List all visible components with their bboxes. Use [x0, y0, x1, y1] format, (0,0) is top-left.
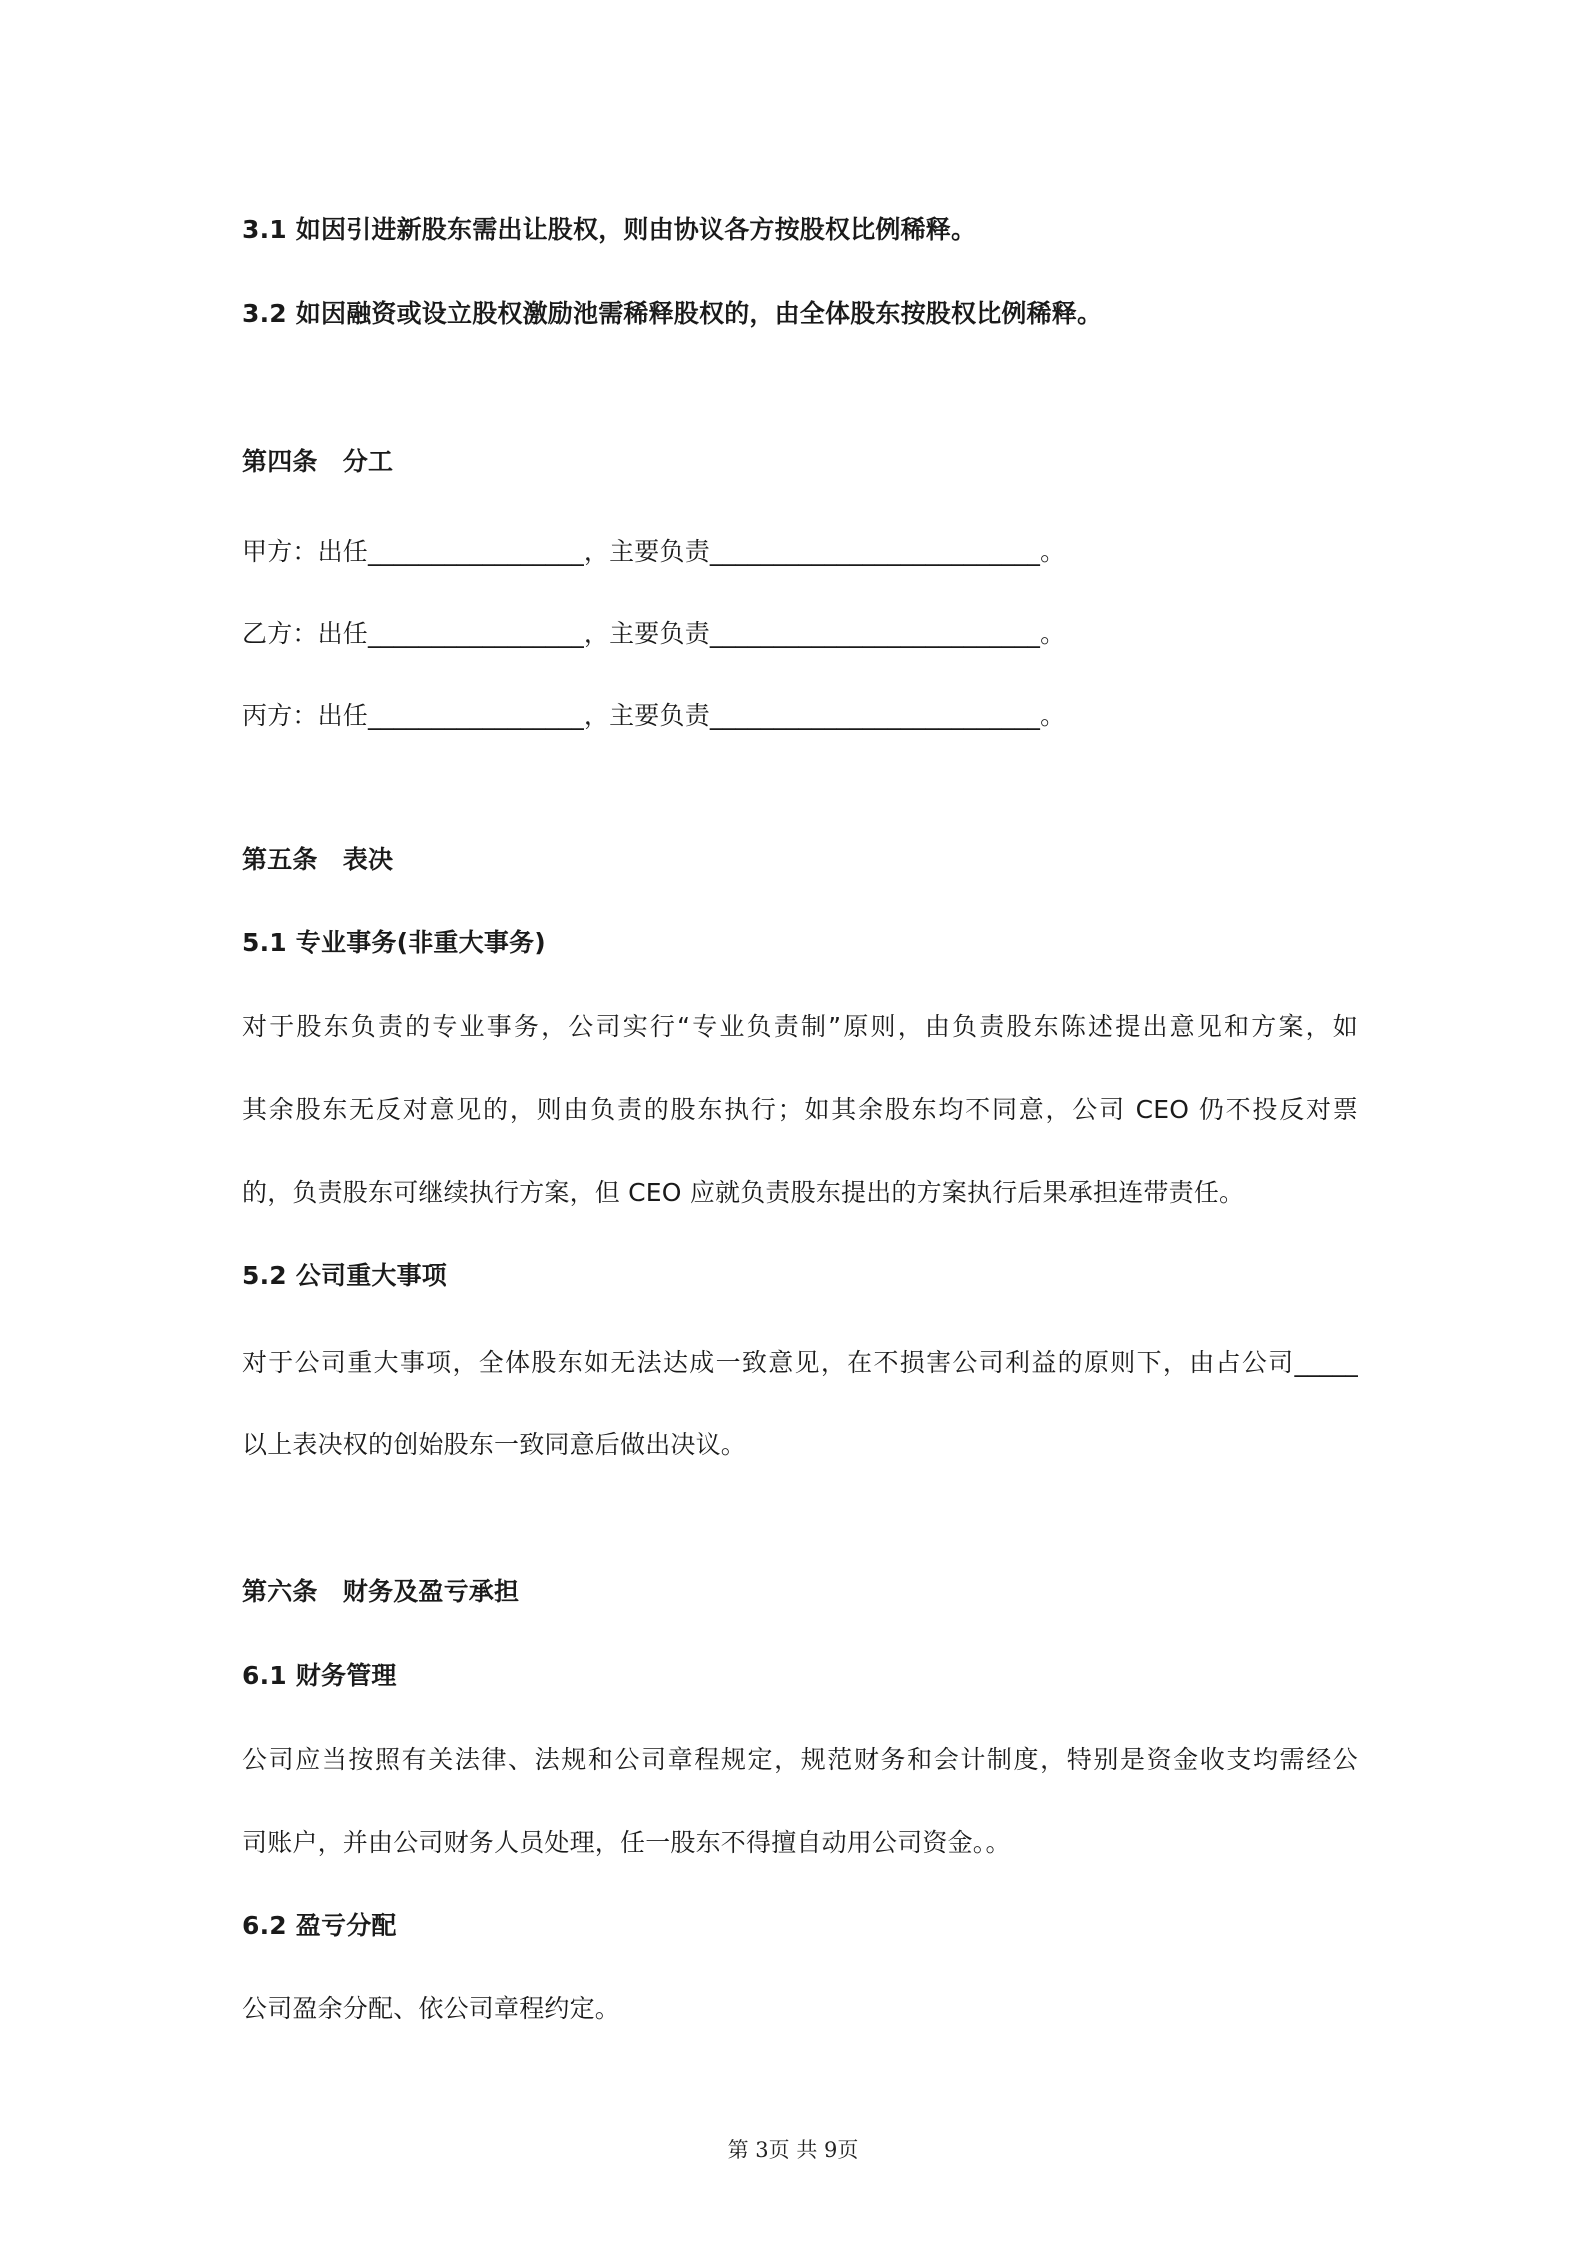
- page-number-footer: 第 3页 共 9页: [727, 2138, 859, 2162]
- party-b-duty: 乙方：出任_________________，主要负责__________________________。: [242, 619, 1066, 648]
- clause-3-1: 3.1 如因引进新股东需出让股权，则由协议各方按股权比例稀释。: [242, 215, 977, 244]
- clause-5-2-line-1: 对于公司重大事项，全体股东如无法达成一致意见，在不损害公司利益的原则下，由占公司_____: [242, 1348, 1358, 1377]
- clause-5-2-line-2: 以上表决权的创始股东一致同意后做出决议。: [242, 1430, 747, 1459]
- clause-6-1-title: 6.1 财务管理: [242, 1661, 397, 1690]
- clause-4-heading: 第四条 分工: [242, 447, 394, 476]
- clause-6-2-title: 6.2 盈亏分配: [242, 1911, 397, 1940]
- clause-3-2: 3.2 如因融资或设立股权激励池需稀释股权的，由全体股东按股权比例稀释。: [242, 299, 1103, 328]
- clause-6-1-line-1: 公司应当按照有关法律、法规和公司章程规定，规范财务和会计制度，特别是资金收支均需经公: [242, 1745, 1358, 1774]
- clause-5-1-line-3: 的，负责股东可继续执行方案，但 CEO 应就负责股东提出的方案执行后果承担连带责任。: [242, 1178, 1245, 1207]
- party-a-duty: 甲方：出任_________________，主要负责__________________________。: [242, 537, 1066, 566]
- clause-6-heading: 第六条 财务及盈亏承担: [242, 1577, 520, 1606]
- clause-5-1-line-2: 其余股东无反对意见的，则由负责的股东执行；如其余股东均不同意，公司 CEO 仍不投反对票: [242, 1095, 1358, 1124]
- clause-6-1-line-2: 司账户，并由公司财务人员处理，任一股东不得擅自动用公司资金。。: [242, 1828, 1011, 1857]
- clause-6-2-text: 公司盈余分配、依公司章程约定。: [242, 1994, 621, 2023]
- clause-5-1-title: 5.1 专业事务(非重大事务): [242, 928, 546, 957]
- clause-5-1-line-1: 对于股东负责的专业事务，公司实行“专业负责制”原则，由负责股东陈述提出意见和方案，如: [242, 1012, 1358, 1041]
- party-c-duty: 丙方：出任_________________，主要负责__________________________。: [242, 701, 1066, 730]
- clause-5-2-title: 5.2 公司重大事项: [242, 1261, 447, 1290]
- clause-5-heading: 第五条 表决: [242, 845, 394, 874]
